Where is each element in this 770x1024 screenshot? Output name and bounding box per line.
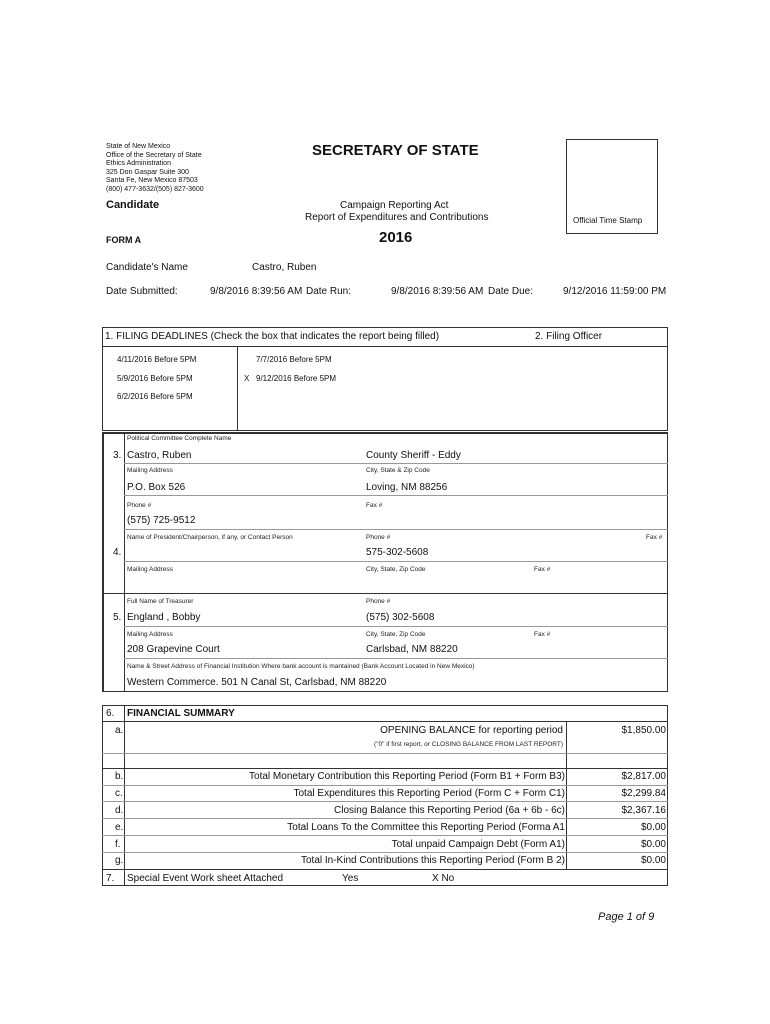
row-letter: e. <box>115 822 124 833</box>
opening-balance-label: OPENING BALANCE for reporting period <box>380 725 563 736</box>
opening-balance-note: ("0" if first report, or CLOSING BALANCE FROM LAST REPORT) <box>374 741 563 748</box>
fax-label: Fax # <box>646 534 663 541</box>
date-submitted-label: Date Submitted: <box>106 286 178 297</box>
section-number: 6. <box>106 708 115 719</box>
treasurer-city[interactable]: Carlsbad, NM 88220 <box>366 644 458 655</box>
filing-officer-header: 2. Filing Officer <box>535 331 603 342</box>
treasurer-phone[interactable]: (575) 302-5608 <box>366 612 435 623</box>
date-run-label: Date Run: <box>306 286 352 297</box>
committee-mailing-address[interactable]: P.O. Box 526 <box>127 482 186 493</box>
phone-label: Phone # <box>127 502 152 509</box>
president-name-label: Name of President/Chairperson, if any, or Contact Person <box>127 534 293 541</box>
committee-name[interactable]: Castro, Ruben <box>127 450 192 461</box>
summary-row-label: Total In-Kind Contributions this Reporting Period (Form B 2) <box>300 855 565 866</box>
page-number: Page 1 of 9 <box>598 911 655 923</box>
row-letter: a. <box>115 725 124 736</box>
summary-row-value[interactable]: $0.00 <box>640 839 666 850</box>
summary-row-label: Total Loans To the Committee this Reporting Period (Forma A1 <box>287 822 565 833</box>
fax-label: Fax # <box>534 631 551 638</box>
row-letter: b. <box>115 771 124 782</box>
agency-address <box>106 143 204 195</box>
date-due-label: Date Due: <box>488 286 534 297</box>
deadline-option[interactable]: 5/9/2016 Before 5PM <box>117 374 193 383</box>
treasurer-name[interactable]: England , Bobby <box>127 612 201 623</box>
agency-line: Office of the Secretary of State <box>106 151 202 159</box>
summary-row-label: Closing Balance this Reporting Period (6a + 6b - 6c) <box>334 805 565 816</box>
filing-deadlines-header: 1. FILING DEADLINES (Check the box that indicates the report being filled) <box>105 331 440 342</box>
deadline-option[interactable]: 7/7/2016 Before 5PM <box>256 355 332 364</box>
section-number: 5. <box>113 612 122 623</box>
subtitle-report: Report of Expenditures and Contributions <box>305 212 489 223</box>
summary-row-label: Total Expenditures this Reporting Period (Form C + Form C1) <box>293 788 565 799</box>
agency-line: Ethics Administration <box>106 160 171 168</box>
summary-row-label: Total Monetary Contribution this Reporting Period (Form B1 + Form B3) <box>249 771 565 782</box>
row-letter: d. <box>115 805 124 816</box>
phone-label: Phone # <box>366 598 391 605</box>
phone-label: Phone # <box>366 534 391 541</box>
time-stamp-label: Official Time Stamp <box>573 216 643 225</box>
deadline-option[interactable]: 4/11/2016 Before 5PM <box>117 355 197 364</box>
row-letter: f. <box>115 839 121 850</box>
treasurer-mailing-address[interactable]: 208 Grapevine Court <box>127 644 220 655</box>
report-year: 2016 <box>379 229 413 246</box>
row-letter: c. <box>115 788 123 799</box>
summary-row-value[interactable]: $2,299.84 <box>621 788 666 799</box>
deadline-check-mark[interactable]: X <box>244 374 250 383</box>
section-number: 4. <box>113 547 122 558</box>
special-event-no[interactable]: X No <box>432 873 455 884</box>
section-number: 7. <box>106 873 115 884</box>
date-due: 9/12/2016 11:59:00 PM <box>563 286 667 297</box>
agency-line: 325 Don Gaspar Suite 300 <box>106 168 189 176</box>
mailing-address-label: Mailing Address <box>127 631 173 638</box>
candidate-heading: Candidate <box>106 199 160 211</box>
summary-row-value[interactable]: $2,817.00 <box>621 771 666 782</box>
treasurer-name-label: Full Name of Treasurer <box>127 598 194 605</box>
bank-label: Name & Street Address of Financial Institution Where bank account is mantained (Bank Account Located in New Mexico) <box>127 663 475 670</box>
committee-office[interactable]: County Sheriff - Eddy <box>366 450 461 461</box>
agency-line: State of New Mexico <box>106 143 171 150</box>
summary-row-label: Total unpaid Campaign Debt (Form A1) <box>391 839 565 850</box>
summary-row-value[interactable]: $0.00 <box>640 855 666 866</box>
special-event-yes[interactable]: Yes <box>342 873 359 884</box>
agency-line: (800) 477-3632/(505) 827-3600 <box>106 185 204 193</box>
time-stamp-box <box>566 139 658 234</box>
special-event-label: Special Event Work sheet Attached <box>127 873 284 884</box>
mailing-address-label: Mailing Address <box>127 566 173 573</box>
candidate-name-label: Candidate's Name <box>106 262 188 273</box>
city-label: City, State & Zip Code <box>366 467 430 474</box>
date-run: 9/8/2016 8:39:56 AM <box>391 286 484 297</box>
committee-phone[interactable]: (575) 725-9512 <box>127 515 196 526</box>
bank-address[interactable]: Western Commerce. 501 N Canal St, Carlsbad, NM 88220 <box>127 677 387 688</box>
page-title: SECRETARY OF STATE <box>312 142 479 159</box>
committee-name-label: Political Committee Complete Name <box>127 435 232 442</box>
fax-label: Fax # <box>534 566 551 573</box>
mailing-address-label: Mailing Address <box>127 467 173 474</box>
committee-city[interactable]: Loving, NM 88256 <box>366 482 448 493</box>
row-letter: g. <box>115 855 124 866</box>
date-submitted: 9/8/2016 8:39:56 AM <box>210 286 303 297</box>
summary-row-value[interactable]: $0.00 <box>640 822 666 833</box>
president-phone[interactable]: 575-302-5608 <box>366 547 429 558</box>
deadline-option-selected[interactable]: 9/12/2016 Before 5PM <box>256 374 337 383</box>
city-label: City, State, Zip Code <box>366 631 426 638</box>
city-label: City, State, Zip Code <box>366 566 426 573</box>
deadline-option[interactable]: 6/2/2016 Before 5PM <box>117 392 193 401</box>
section-number: 3. <box>113 450 122 461</box>
form-label: FORM A <box>106 235 142 245</box>
candidate-name: Castro, Ruben <box>252 262 317 273</box>
financial-summary-header: FINANCIAL SUMMARY <box>127 708 235 719</box>
opening-balance-value[interactable]: $1,850.00 <box>621 725 666 736</box>
fax-label: Fax # <box>366 502 383 509</box>
summary-row-value[interactable]: $2,367.16 <box>621 805 666 816</box>
subtitle-act: Campaign Reporting Act <box>340 200 449 211</box>
agency-line: Santa Fe, New Mexico 87503 <box>106 177 198 185</box>
